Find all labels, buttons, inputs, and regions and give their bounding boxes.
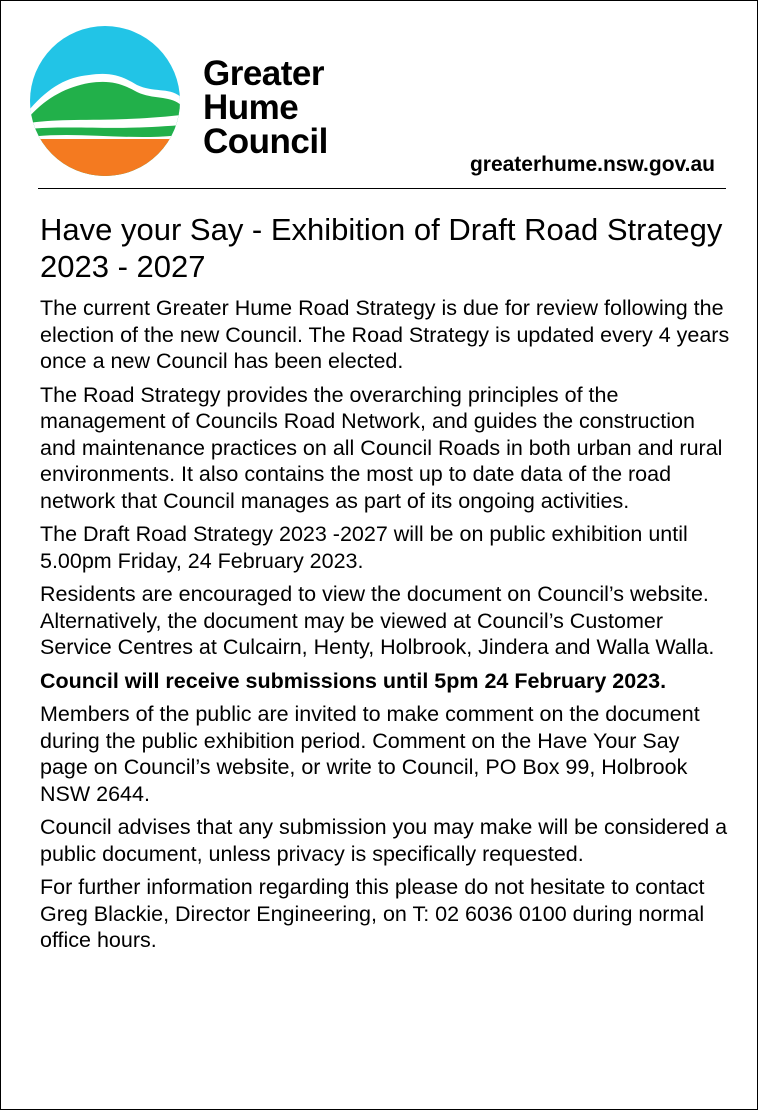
paragraph: The Draft Road Strategy 2023 -2027 will be on public exhibition until 5.00pm Friday, 24 February 2023. (40, 522, 688, 573)
paragraph: The Road Strategy provides the overarching principles of the management of Councils Road Network, and guides the construction and maintenance practices on all Council Roads in both urban and rural environments. It also contains the most up to date data of the road network that Council manages as part of its ongoing activities. (40, 382, 723, 513)
logo-orange-band (29, 137, 181, 177)
paragraph: Members of the public are invited to make comment on the document during the public exhibition period. Comment on the Have Your Say page on Council’s website, or write to Council, PO Box 99, Holbrook NSW 2644. (40, 702, 700, 806)
org-name-line: Hume (203, 88, 299, 127)
notice-title: Have your Say - Exhibition of Draft Road Strategy 2023 - 2027 (40, 212, 723, 284)
submission-deadline: Council will receive submissions until 5pm 24 February 2023. (40, 668, 667, 693)
paragraph: For further information regarding this please do not hesitate to contact Greg Blackie, Director Engineering, on T: 02 6036 0100 during normal office hours. (40, 875, 705, 952)
paragraph: Residents are encouraged to view the document on Council’s website. Alternatively, the document may be viewed at Council’s Customer Service Centres at Culcairn, Henty, Holbrook, Jindera and Walla Walla. (40, 582, 715, 659)
header-divider (38, 188, 726, 189)
org-name-line: Greater (203, 54, 325, 93)
council-logo-icon (29, 25, 181, 177)
notice-body (40, 211, 730, 961)
org-name-line: Council (203, 122, 328, 161)
website-url: greaterhume.nsw.gov.au (469, 153, 715, 176)
paragraph: The current Greater Hume Road Strategy is due for review following the election of the new Council. The Road Strategy is updated every 4 years once a new Council has been elected. (40, 296, 730, 373)
paragraph: Council advises that any submission you may make will be considered a public document, unless privacy is specifically requested. (40, 815, 728, 866)
org-name (203, 54, 328, 161)
